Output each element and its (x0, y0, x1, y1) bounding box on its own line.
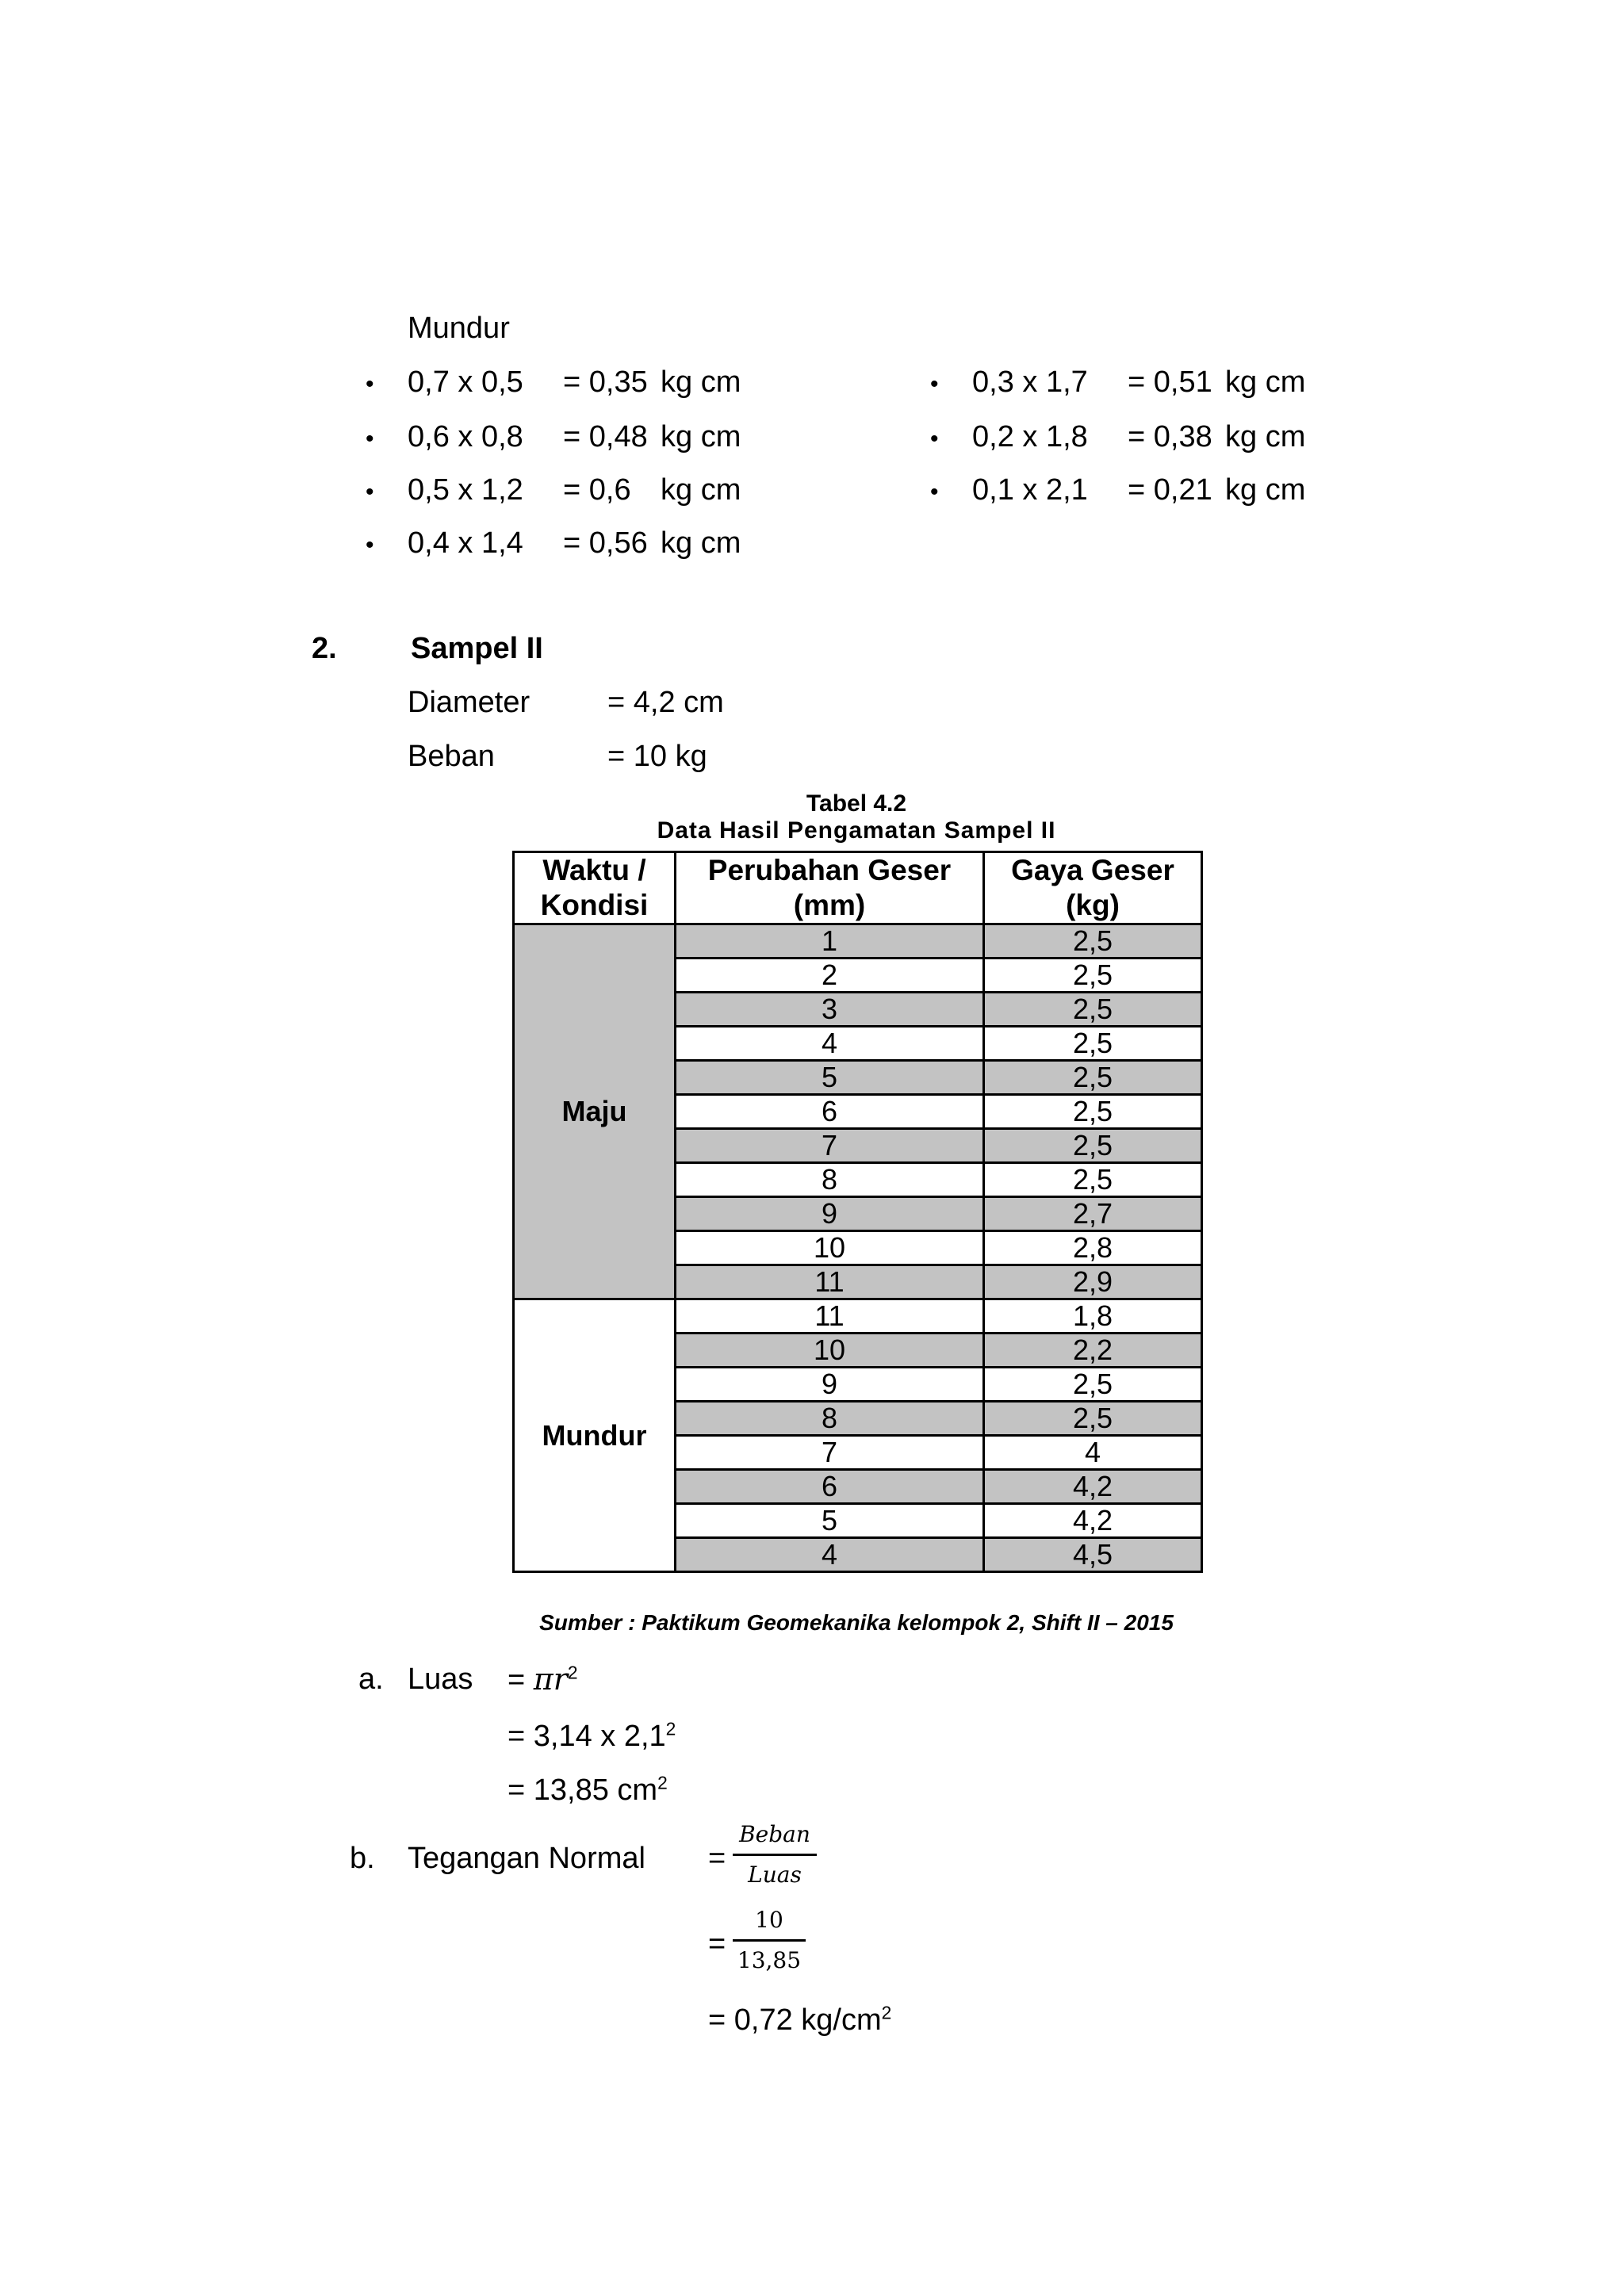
cell-shift: 9 (676, 1368, 984, 1402)
cell-force: 2,5 (984, 1061, 1202, 1095)
section-title: Sampel II (411, 632, 543, 665)
item-unit: kg cm (661, 526, 741, 560)
cell-force: 2,8 (984, 1231, 1202, 1265)
calc-a-step2 (508, 1773, 668, 1808)
step-exponent: 2 (665, 1718, 676, 1739)
diameter-value: = 4,2 cm (607, 686, 724, 719)
cell-force: 4,2 (984, 1470, 1202, 1504)
cell-force: 2,5 (984, 1027, 1202, 1061)
bullet-icon: • (930, 479, 939, 505)
item-expr: 0,6 x 0,8 (408, 420, 523, 453)
cell-shift: 2 (676, 959, 984, 993)
item-unit: kg cm (1225, 473, 1306, 507)
header-perubahan-geser (676, 852, 984, 924)
cell-force: 2,5 (984, 1095, 1202, 1129)
bullet-icon: • (366, 371, 374, 397)
cell-shift: 10 (676, 1334, 984, 1368)
calc-b-label: Tegangan Normal (408, 1842, 645, 1875)
cell-force: 1,8 (984, 1299, 1202, 1334)
cell-shift: 7 (676, 1129, 984, 1163)
fraction-denominator: Luas (748, 1862, 802, 1888)
condition-cell-maju: Maju (514, 924, 676, 1299)
table-caption-number: Tabel 4.2 (806, 790, 907, 817)
step-text: = 13,85 cm (508, 1774, 658, 1807)
formula-prefix: = (508, 1663, 534, 1697)
cell-shift: 6 (676, 1095, 984, 1129)
bullet-icon: • (366, 479, 374, 505)
cell-force: 2,9 (984, 1265, 1202, 1299)
header-line: Perubahan Geser (707, 854, 952, 886)
condition-cell-mundur: Mundur (514, 1299, 676, 1572)
item-unit: kg cm (1225, 420, 1306, 453)
cell-shift: 9 (676, 1197, 984, 1231)
fraction-bar (733, 1939, 806, 1942)
item-unit: kg cm (1225, 365, 1306, 399)
item-result: = 0,21 (1128, 473, 1212, 507)
cell-force: 2,5 (984, 1129, 1202, 1163)
result-exponent: 2 (881, 2002, 892, 2023)
cell-shift: 11 (676, 1299, 984, 1334)
cell-force: 2,5 (984, 959, 1202, 993)
bullet-icon: • (366, 426, 374, 452)
cell-shift: 10 (676, 1231, 984, 1265)
calc-a-step1 (508, 1719, 676, 1754)
table-header-row (514, 852, 1202, 924)
item-expr: 0,2 x 1,8 (972, 420, 1088, 453)
item-expr: 0,1 x 2,1 (972, 473, 1088, 507)
header-line: (kg) (1066, 889, 1120, 921)
calc-b-result (708, 2003, 891, 2038)
cell-shift: 7 (676, 1436, 984, 1470)
table-row (514, 924, 1202, 959)
formula-exponent: 2 (567, 1662, 578, 1683)
header-line: Kondisi (540, 889, 649, 921)
cell-shift: 3 (676, 993, 984, 1027)
beban-label: Beban (408, 740, 495, 773)
calc-b-letter: b. (350, 1842, 375, 1875)
cell-force: 4,2 (984, 1504, 1202, 1538)
header-gaya-geser (984, 852, 1202, 924)
header-waktu-kondisi (514, 852, 676, 924)
cell-shift: 5 (676, 1061, 984, 1095)
section-number: 2. (312, 632, 337, 665)
item-result: = 0,35 (563, 365, 648, 399)
item-result: = 0,38 (1128, 420, 1212, 453)
bullet-icon: • (366, 532, 374, 558)
cell-force: 2,5 (984, 1368, 1202, 1402)
calc-a-letter: a. (358, 1663, 384, 1696)
cell-force: 2,5 (984, 993, 1202, 1027)
table-source: Sumber : Paktikum Geomekanika kelompok 2, Shift II – 2015 (539, 1610, 1174, 1635)
item-result: = 0,51 (1128, 365, 1212, 399)
header-line: Waktu / (542, 854, 646, 886)
observation-table (512, 851, 1203, 1573)
item-unit: kg cm (661, 365, 741, 399)
item-expr: 0,4 x 1,4 (408, 526, 523, 560)
item-result: = 0,48 (563, 420, 648, 453)
beban-value: = 10 kg (607, 740, 707, 773)
bullet-icon: • (930, 371, 939, 397)
result-text: = 0,72 kg/cm (708, 2003, 882, 2037)
calc-b-eq1: = (708, 1842, 726, 1875)
cell-shift: 6 (676, 1470, 984, 1504)
calc-b-eq2: = (708, 1927, 726, 1961)
cell-shift: 8 (676, 1402, 984, 1436)
cell-force: 2,2 (984, 1334, 1202, 1368)
cell-shift: 8 (676, 1163, 984, 1197)
item-expr: 0,5 x 1,2 (408, 473, 523, 507)
cell-shift: 11 (676, 1265, 984, 1299)
calc-a-label: Luas (408, 1663, 473, 1696)
diameter-label: Diameter (408, 686, 530, 719)
cell-force: 2,7 (984, 1197, 1202, 1231)
cell-shift: 4 (676, 1538, 984, 1572)
cell-force: 2,5 (984, 1163, 1202, 1197)
cell-shift: 5 (676, 1504, 984, 1538)
item-unit: kg cm (661, 473, 741, 507)
cell-force: 4 (984, 1436, 1202, 1470)
cell-force: 4,5 (984, 1538, 1202, 1572)
bullet-icon: • (930, 426, 939, 452)
step-exponent: 2 (657, 1772, 668, 1793)
cell-force: 2,5 (984, 924, 1202, 959)
table-caption-title: Data Hasil Pengamatan Sampel II (657, 817, 1056, 844)
calc-a-formula (508, 1662, 578, 1697)
mundur-heading: Mundur (408, 312, 510, 345)
table-row (514, 1299, 1202, 1334)
fraction-denominator: 13,85 (737, 1947, 802, 1973)
item-unit: kg cm (661, 420, 741, 453)
fraction-bar (733, 1854, 817, 1856)
step-text: = 3,14 x 2,1 (508, 1720, 666, 1753)
formula-pi-r: πr (533, 1662, 568, 1697)
cell-shift: 4 (676, 1027, 984, 1061)
fraction-beban-luas (733, 1820, 817, 1889)
cell-force: 2,5 (984, 1402, 1202, 1436)
item-result: = 0,6 (563, 473, 631, 507)
item-expr: 0,7 x 0,5 (408, 365, 523, 399)
header-line: Gaya Geser (1011, 854, 1174, 886)
fraction-10-over-13-85 (733, 1906, 806, 1975)
item-result: = 0,56 (563, 526, 648, 560)
cell-shift: 1 (676, 924, 984, 959)
fraction-numerator: 10 (755, 1907, 783, 1933)
fraction-numerator: Beban (739, 1821, 810, 1847)
item-expr: 0,3 x 1,7 (972, 365, 1088, 399)
header-line: (mm) (793, 889, 866, 921)
